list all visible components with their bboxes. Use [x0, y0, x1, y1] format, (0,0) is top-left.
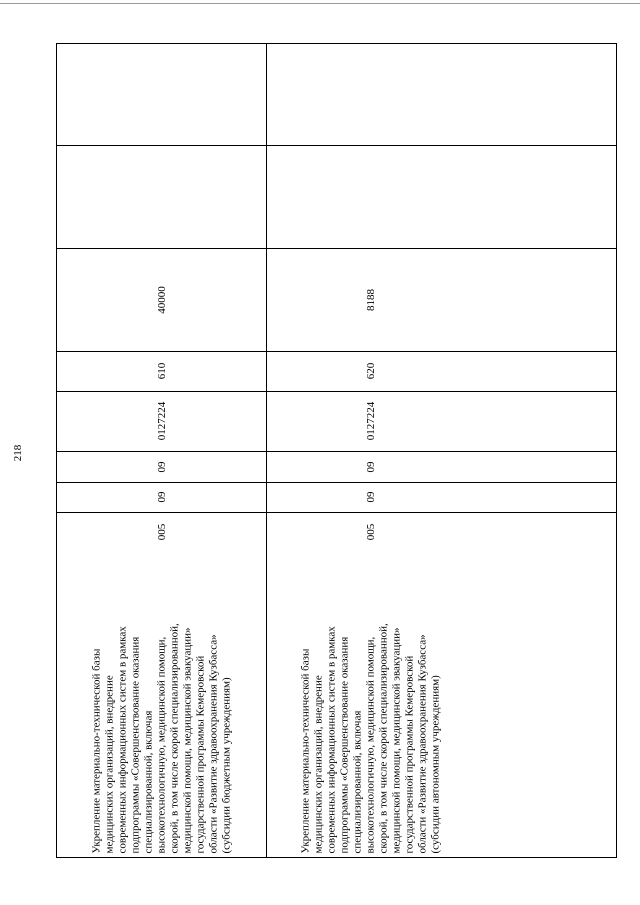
section-value: 09 [155, 491, 168, 503]
table-row [57, 44, 266, 857]
ministry-value: 005 [155, 523, 168, 541]
description-cell [57, 552, 266, 857]
section-value: 09 [364, 491, 377, 503]
table-row [266, 44, 616, 857]
expense-type-value: 610 [155, 362, 168, 380]
ministry-cell [266, 512, 475, 552]
target-article-cell [57, 391, 266, 451]
page-number: 218 [12, 444, 24, 462]
budget-table [56, 43, 617, 858]
expense-type-cell [57, 351, 266, 391]
subsection-value: 09 [155, 461, 168, 472]
section-cell [57, 482, 266, 512]
ministry-cell [57, 512, 266, 552]
amount-value: 40000 [155, 285, 168, 314]
top-rule [0, 3, 640, 4]
ministry-value: 005 [364, 523, 377, 541]
amount-cell [57, 248, 266, 351]
col-divider [266, 145, 616, 146]
subsection-value: 09 [364, 461, 377, 472]
subsection-cell [266, 451, 475, 482]
description-text: Укрепление материально-технической базы медицинских организаций, внедрение современных информационных систем в рамках подпрограммы «Совершенствование оказания специализированной, включая высокотехнологичную, медицинской помощи, скорой, в том числе скорой специализированной, медицинской помощи, медицинской эвакуации» государственной программы Кемеровской области «Развитие здравоохранения Кузбасса» (субсидии автономным учреждениям) [299, 622, 441, 853]
expense-type-value: 620 [364, 362, 377, 380]
target-article-cell [266, 391, 475, 451]
section-cell [266, 482, 475, 512]
amount-cell [266, 248, 475, 351]
expense-type-cell [266, 351, 475, 391]
target-article-value: 0127224 [364, 401, 377, 441]
target-article-value: 0127224 [155, 401, 168, 441]
description-text: Укрепление материально-технической базы медицинских организаций, внедрение современных информационных систем в рамках подпрограммы «Совершенствование оказания специализированной, включая высокотехнологичную, медицинской помощи, скорой, в том числе скорой специализированной, медицинской помощи, медицинской эвакуации» государственной программы Кемеровской области «Развитие здравоохранения Кузбасса» (субсидии бюджетным учреждениям) [90, 622, 232, 853]
amount-value: 8188 [364, 288, 377, 311]
col-divider [57, 145, 266, 146]
description-cell [266, 552, 475, 857]
subsection-cell [57, 451, 266, 482]
